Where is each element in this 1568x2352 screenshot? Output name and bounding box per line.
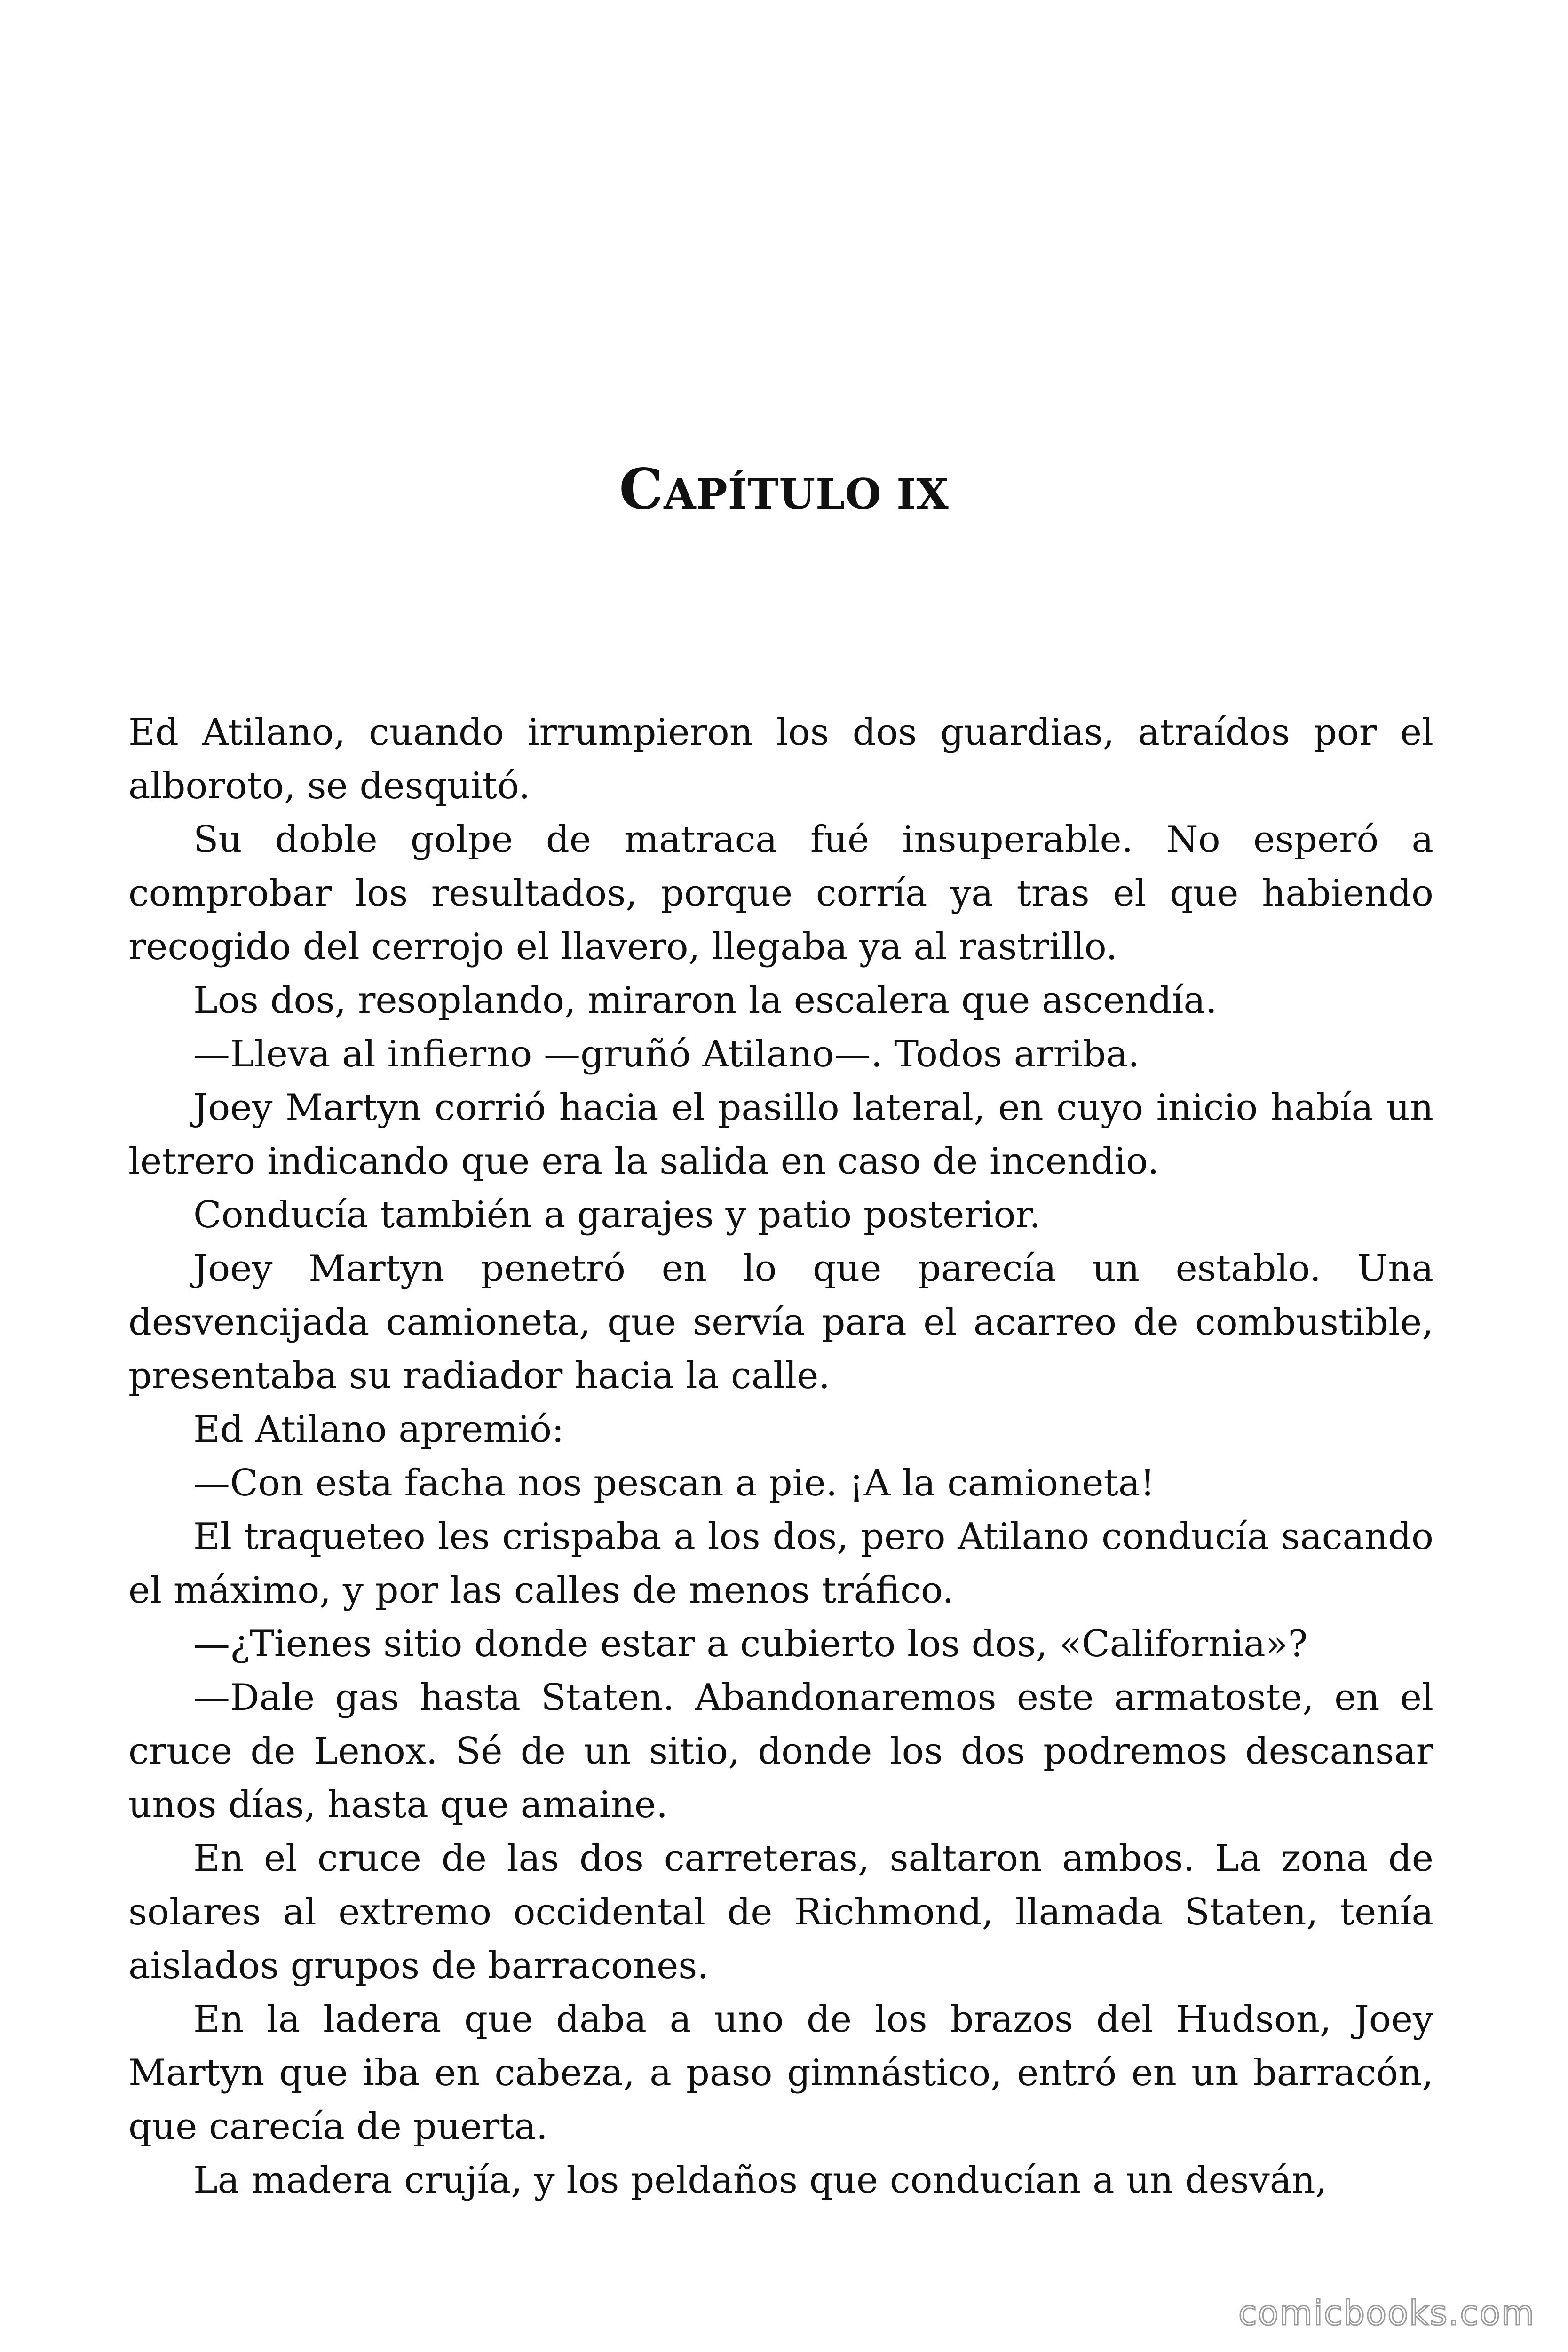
paragraph: La madera crujía, y los peldaños que conducían a un desván,: [193, 2159, 1327, 2201]
chapter-body: [128, 706, 1433, 2207]
site-watermark: comicbooks.com: [1238, 2293, 1535, 2333]
paragraph: Su doble golpe de matraca fué insuperable. No esperó a comprobar los resultados, porque corría ya tras el que habiendo recogido del cerrojo el llavero, llegaba ya al rastrillo.: [128, 818, 1433, 968]
paragraph: —¿Tienes sitio donde estar a cubierto los dos, «California»?: [193, 1623, 1308, 1665]
chapter-title: [0, 452, 1568, 532]
paragraph: Joey Martyn corrió hacia el pasillo lateral, en cuyo inicio había un letrero indicando que era la salida en caso de incendio.: [128, 1087, 1433, 1183]
paragraph: —Dale gas hasta Staten. Abandonaremos este armatoste, en el cruce de Lenox. Sé de un sitio, donde los dos podremos descansar unos días, hasta que amaine.: [128, 1677, 1433, 1826]
paragraph: Ed Atilano apremió:: [193, 1408, 564, 1451]
paragraph: —Lleva al infierno —gruñó Atilano—. Todos arriba.: [193, 1033, 1140, 1075]
paragraph: Conducía también a garajes y patio posterior.: [193, 1194, 1041, 1236]
paragraph: Ed Atilano, cuando irrumpieron los dos guardias, atraídos por el alboroto, se desquitó.: [128, 711, 1433, 807]
paragraph: En el cruce de las dos carreteras, saltaron ambos. La zona de solares al extremo occidental de Richmond, llamada Staten, tenía aislados grupos de barracones.: [128, 1837, 1433, 1987]
chapter-title-rest: APÍTULO IX: [664, 469, 949, 518]
paragraph: El traqueteo les crispaba a los dos, pero Atilano conducía sacando el máximo, y por las calles de menos tráfico.: [128, 1516, 1433, 1612]
paragraph: —Con esta facha nos pescan a pie. ¡A la camioneta!: [193, 1462, 1155, 1504]
paragraph: Joey Martyn penetró en lo que parecía un establo. Una desvencijada camioneta, que servía para el acarreo de combustible, presentaba su radiador hacia la calle.: [128, 1248, 1433, 1397]
paragraph: En la ladera que daba a uno de los brazos del Hudson, Joey Martyn que iba en cabeza, a paso gimnástico, entró en un barracón, que carecía de puerta.: [128, 1998, 1433, 2148]
paragraph: Los dos, resoplando, miraron la escalera que ascendía.: [193, 979, 1217, 1022]
chapter-title-initial: C: [619, 456, 664, 522]
